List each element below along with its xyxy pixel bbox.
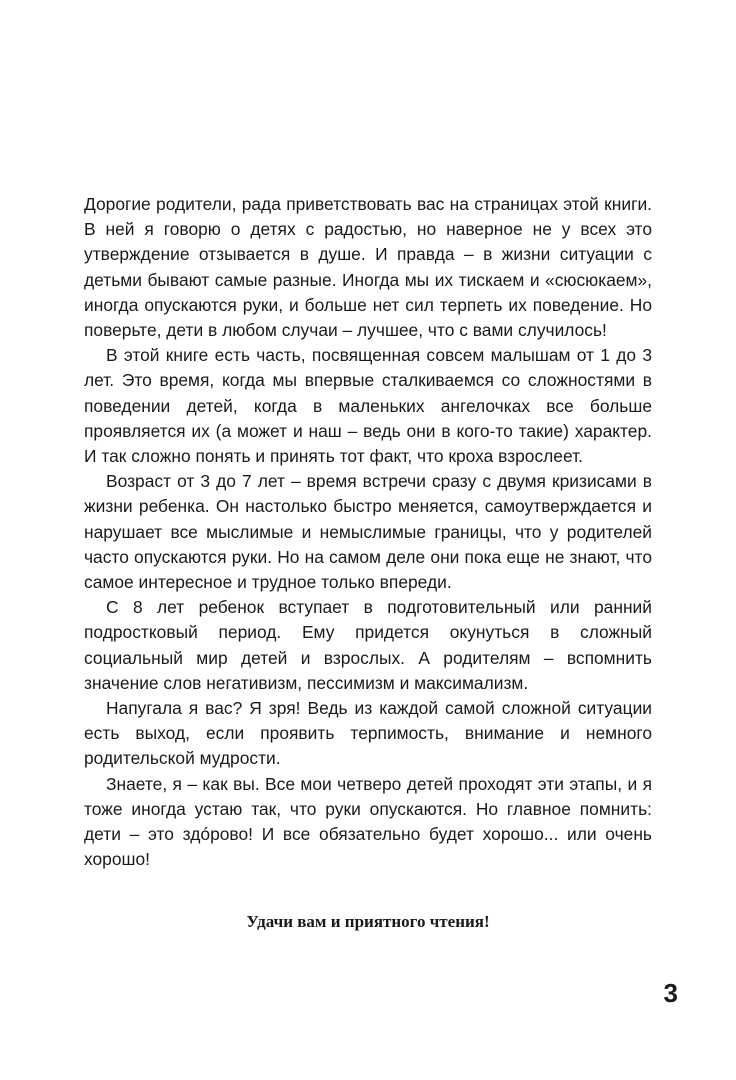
- paragraph-age-3-7: Возраст от 3 до 7 лет – время встречи сразу с двумя кризисами в жизни ребенка. Он настолько быстро меняется, самоутверждается и нарушает все мыслимые и немыслимые границы, что у родителей часто опускаются руки. Но на самом деле они пока еще не знают, что самое интересное и трудное только впереди.: [84, 471, 652, 593]
- page-number: 3: [663, 978, 678, 1008]
- closing-line: Удачи вам и приятного чтения!: [246, 912, 490, 931]
- paragraph-reassurance: Напугала я вас? Я зря! Ведь из каждой самой сложной ситуации есть выход, если проявить терпимость, внимание и немного родительской мудрости.: [84, 698, 652, 769]
- paragraph-personal: Знаете, я – как вы. Все мои четверо детей проходят эти этапы, и я тоже иногда устаю так, что руки опускаются. Но главное помнить: дети – это здóрово! И все обязательно будет хорошо... или очень хорошо!: [84, 773, 652, 870]
- body-text: [84, 192, 652, 872]
- paragraph-age-8: С 8 лет ребенок вступает в подготовительный или ранний подростковый период. Ему придется окунуться в сложный социальный мир детей и взрослых. А родителям – вспомнить значение слов негативизм, пессимизм и максимализм.: [84, 597, 652, 693]
- paragraph-intro: Дорогие родители, рада приветствовать вас на страницах этой книги. В ней я говорю о детях с радостью, но наверное не у всех это утверждение отзывается в душе. И правда – в жизни ситуации с детьми бывают самые разные. Иногда мы их тискаем и «сюсюкаем», иногда опускаются руки, и больше нет сил терпеть их поведение. Но поверьте, дети в любом случаи – лучшее, что с вами случилось!: [84, 194, 652, 341]
- paragraph-age-1-3: В этой книге есть часть, посвященная совсем малышам от 1 до 3 лет. Это время, когда мы впервые сталкиваемся со сложностями в поведении детей, когда в маленьких ангелочках все больше проявляется их (а может и наш – ведь они в кого-то такие) характер. И так сложно понять и принять тот факт, что кроха взрослеет.: [84, 345, 652, 467]
